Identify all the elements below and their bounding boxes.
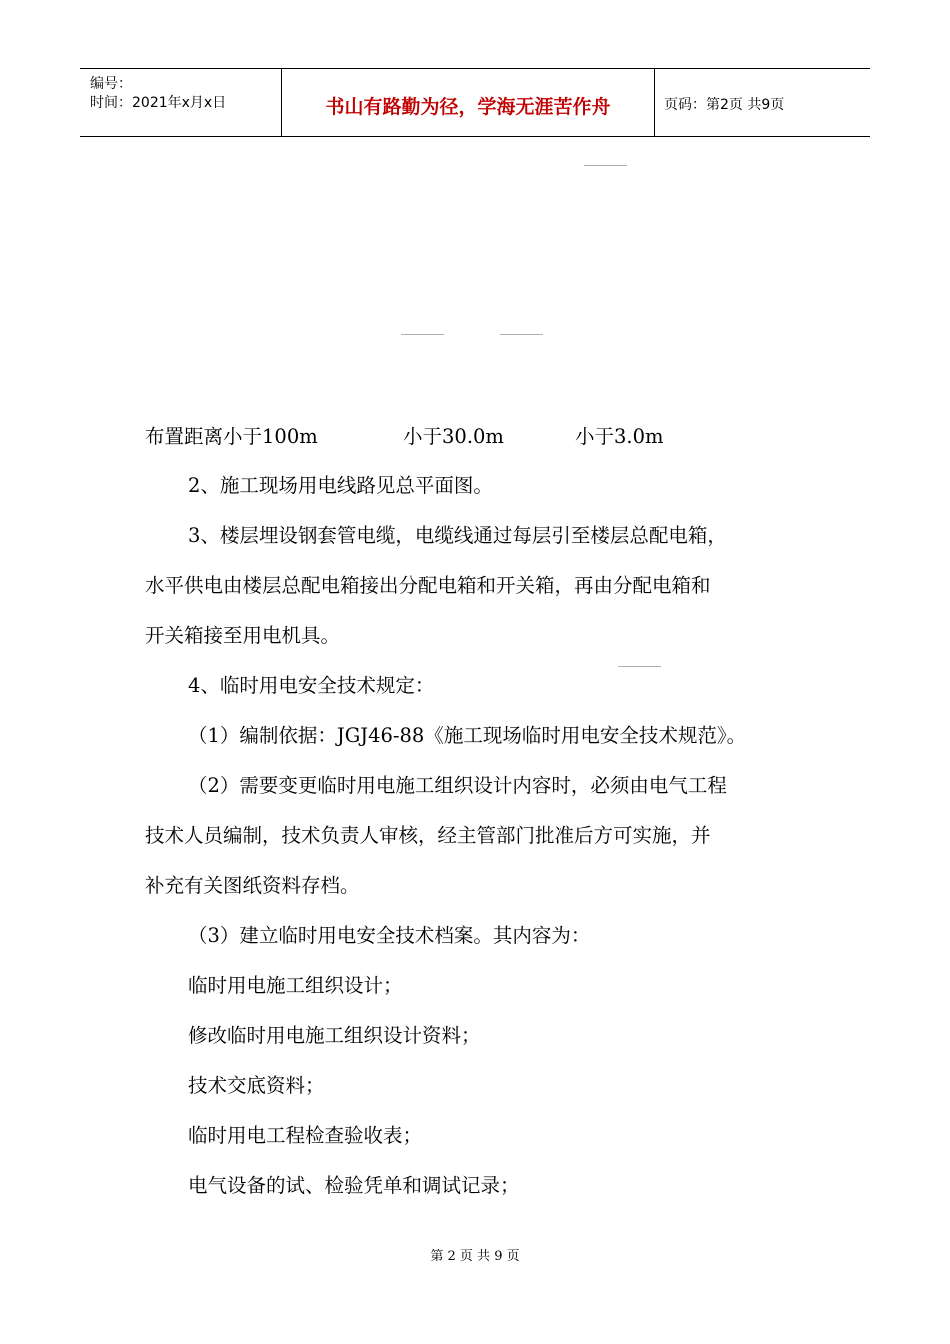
body-line: （3）建立临时用电安全技术档案。其内容为： (188, 924, 591, 947)
distance-col-2: 小于30.0m (403, 425, 504, 448)
header-meta-cell (80, 69, 282, 136)
header-motto-cell (282, 69, 655, 136)
page-footer: 第 2 页 共 9 页 (430, 1249, 520, 1264)
header-page-number: 页码：第2页 共9页 (664, 97, 785, 113)
distance-col-1: 布置距离小于100m (145, 425, 318, 448)
body-line: 水平供电由楼层总配电箱接出分配电箱和开关箱，再由分配电箱和 (145, 574, 711, 597)
divider-mark (500, 334, 543, 335)
body-line: 临时用电工程检查验收表； (188, 1124, 423, 1147)
body-line: （2）需要变更临时用电施工组织设计内容时，必须由电气工程 (188, 774, 727, 797)
body-line: 临时用电施工组织设计； (188, 974, 403, 997)
header-motto: 书山有路勤为径，学海无涯苦作舟 (325, 96, 611, 118)
body-line: 3、楼层埋设钢套管电缆，电缆线通过每层引至楼层总配电箱， (188, 524, 727, 547)
header-page-cell (655, 69, 870, 136)
page-header (80, 68, 870, 137)
body-line: 4、临时用电安全技术规定： (188, 674, 435, 697)
body-line: （1）编制依据：JGJ46-88《施工现场临时用电安全技术规范》。 (188, 724, 747, 747)
distance-col-3: 小于3.0m (575, 425, 664, 448)
divider-mark (618, 666, 661, 667)
body-line: 电气设备的试、检验凭单和调试记录； (188, 1174, 520, 1197)
body-line: 补充有关图纸资料存档。 (145, 874, 360, 897)
document-date-label: 时间：2021年x月x日 (90, 95, 227, 111)
body-line: 修改临时用电施工组织设计资料； (188, 1024, 481, 1047)
body-line: 2、施工现场用电线路见总平面图。 (188, 474, 493, 497)
body-line: 技术人员编制，技术负责人审核，经主管部门批准后方可实施，并 (145, 824, 711, 847)
body-line: 开关箱接至用电机具。 (145, 624, 341, 647)
document-number-label: 编号： (90, 76, 132, 92)
divider-mark (584, 165, 627, 166)
divider-mark (401, 334, 444, 335)
body-line: 技术交底资料； (188, 1074, 325, 1097)
